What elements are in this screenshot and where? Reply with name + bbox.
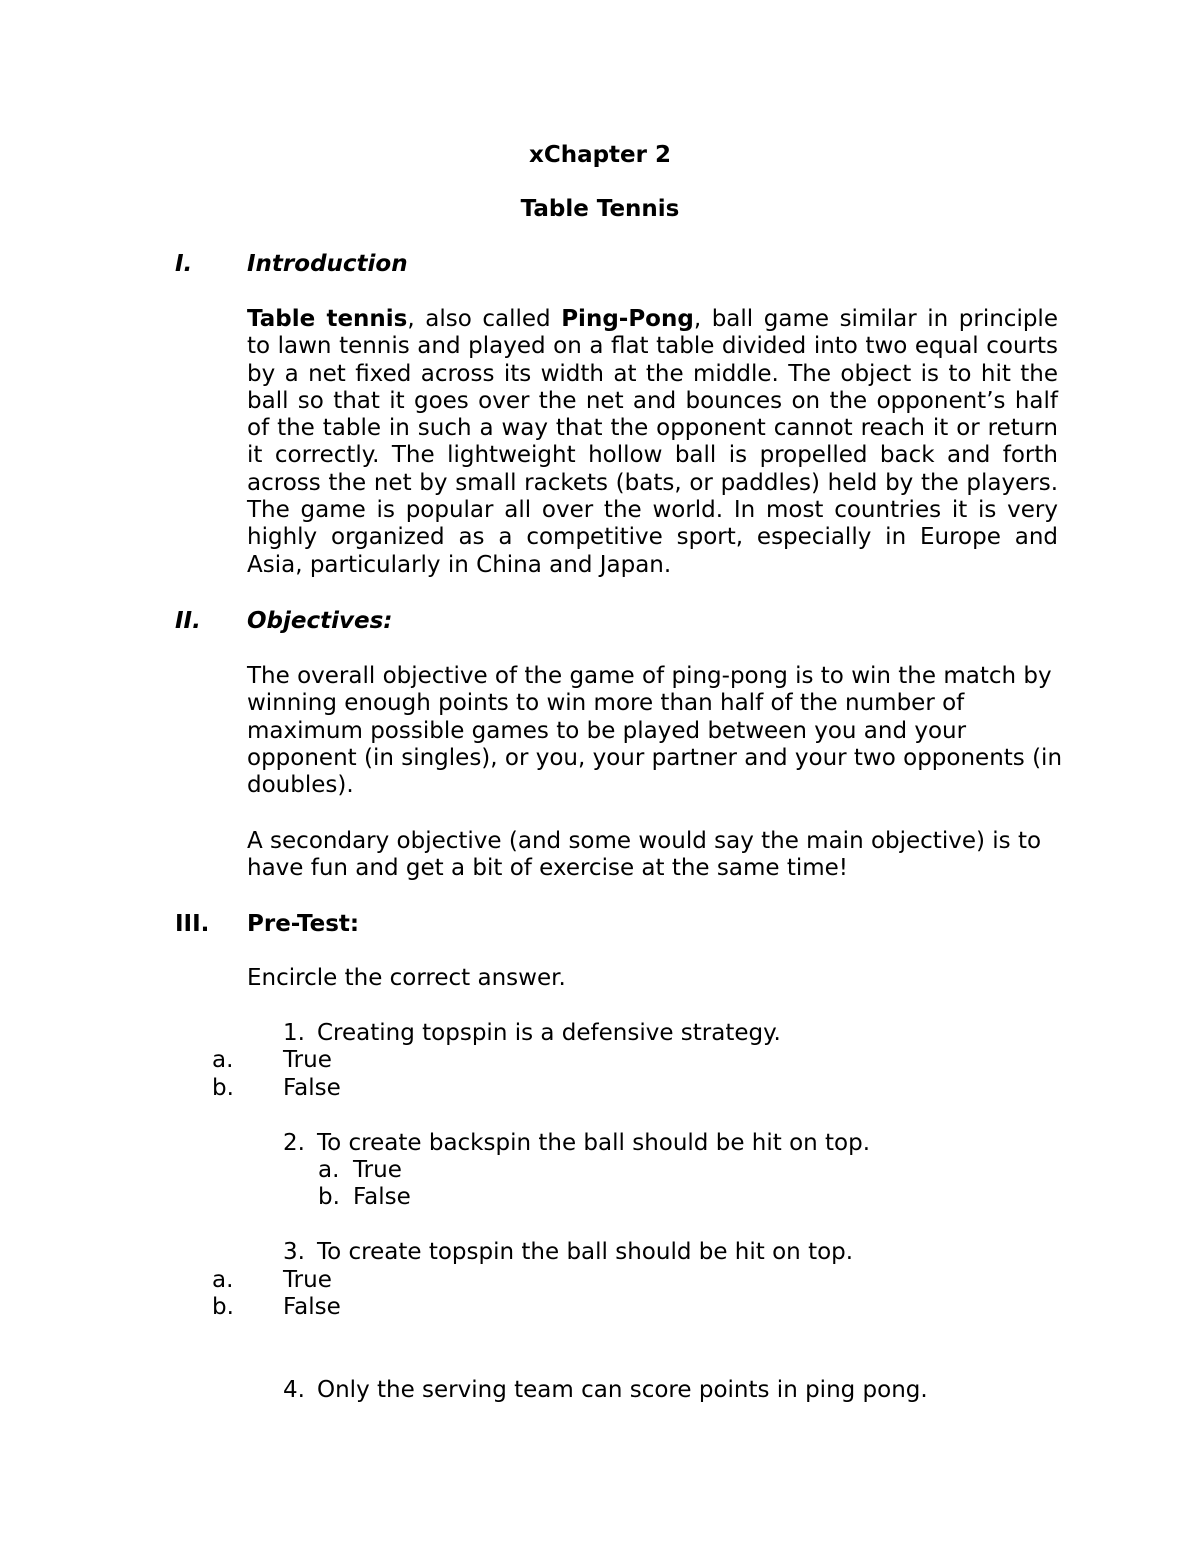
objectives-paragraph-1: The overall objective of the game of ping-pong is to win the match by winning enough points to win more than half of the number of maximum possible games to be played between you and your opponent (in singles), or you, your partner and your two opponents (in doubles). xyxy=(247,663,1063,799)
introduction-text-2: , ball game similar in principle to lawn tennis and played on a flat table divided into two equal courts by a net fixed across its width at the middle. The object is to hit the ball so that it goes over the net and bounces on the opponent’s half of the table in such a way that the opponent cannot reach it or return it correctly. The lightweight hollow ball is propelled back and forth across the net by small rackets (bats, or paddles) held by the players. The game is popular all over the world. In most countries it is very highly organized as a competitive sport, especially in Europe and Asia, particularly in China and Japan. xyxy=(247,306,1058,578)
section-heading-objectives: Objectives: xyxy=(247,608,393,634)
option-text: False xyxy=(353,1184,411,1210)
option-letter: a. xyxy=(318,1157,340,1183)
section-heading-pretest: Pre-Test: xyxy=(247,911,360,937)
question-text: Only the serving team can score points in ping pong. xyxy=(317,1377,928,1403)
document-title: Table Tennis xyxy=(520,196,680,222)
question-number: 3. xyxy=(283,1239,305,1265)
option-letter: b. xyxy=(212,1294,234,1320)
introduction-text-1: , also called xyxy=(407,306,562,332)
question-number: 1. xyxy=(283,1020,305,1046)
question-text: To create backspin the ball should be hit on top. xyxy=(317,1130,871,1156)
question-number: 4. xyxy=(283,1377,305,1403)
option-text: True xyxy=(283,1267,332,1293)
chapter-title: xChapter 2 xyxy=(528,142,672,168)
option-letter: b. xyxy=(212,1075,234,1101)
objectives-paragraph-2: A secondary objective (and some would say the main objective) is to have fun and get a bit of exercise at the same time! xyxy=(247,828,1042,882)
section-numeral-introduction: I. xyxy=(175,251,193,277)
section-heading-introduction: Introduction xyxy=(247,251,408,277)
question-text: To create topspin the ball should be hit on top. xyxy=(317,1239,854,1265)
section-numeral-pretest: III. xyxy=(175,911,210,937)
option-text: True xyxy=(283,1047,332,1073)
option-letter: a. xyxy=(212,1047,234,1073)
term-table-tennis: Table tennis xyxy=(247,306,408,332)
introduction-paragraph xyxy=(247,306,1058,579)
option-text: True xyxy=(353,1157,402,1183)
pretest-instruction: Encircle the correct answer. xyxy=(247,965,566,991)
option-text: False xyxy=(283,1075,341,1101)
option-text: False xyxy=(283,1294,341,1320)
section-numeral-objectives: II. xyxy=(175,608,201,634)
option-letter: b. xyxy=(318,1184,340,1210)
term-ping-pong: Ping-Pong xyxy=(561,306,694,332)
question-number: 2. xyxy=(283,1130,305,1156)
option-letter: a. xyxy=(212,1267,234,1293)
question-text: Creating topspin is a defensive strategy. xyxy=(317,1020,781,1046)
